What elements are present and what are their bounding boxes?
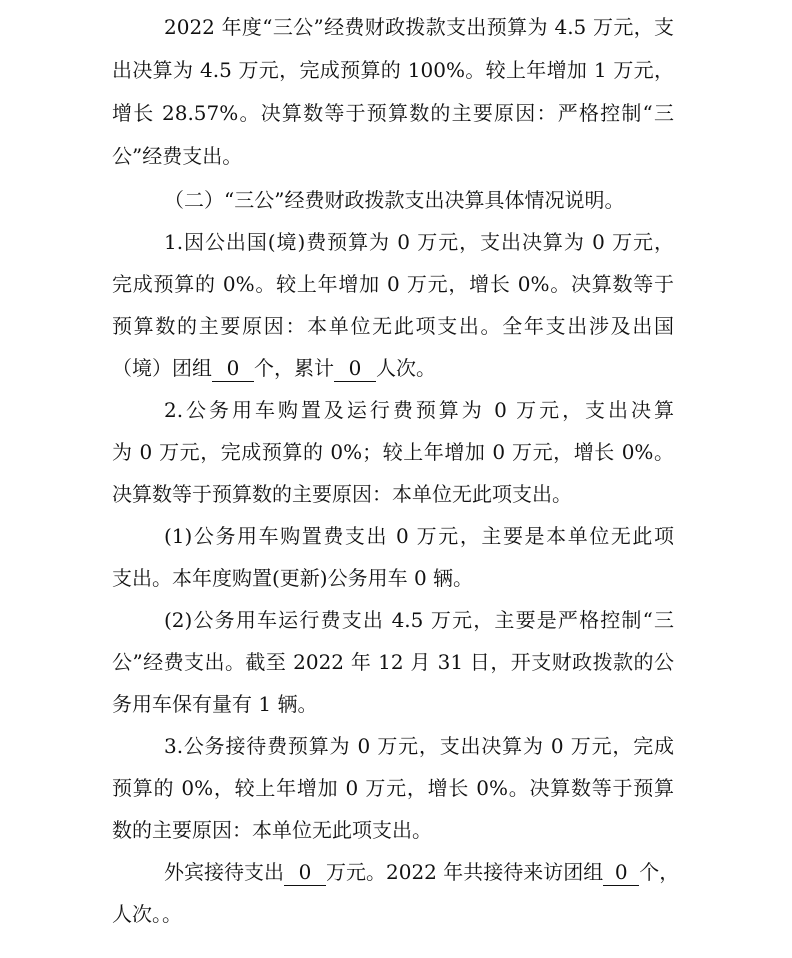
paragraph-line: 完成预算的 0%。较上年增加 0 万元，增长 0%。决算数等于 xyxy=(112,272,674,296)
paragraph-line: 预算的 0%，较上年增加 0 万元，增长 0%。决算数等于预算 xyxy=(112,776,674,800)
line-text: 个， xyxy=(639,860,680,884)
line-text: 人次。 xyxy=(376,356,436,380)
paragraph-line: 务用车保有量有 1 辆。 xyxy=(112,692,318,716)
paragraph-line: 数的主要原因：本单位无此项支出。 xyxy=(112,818,432,842)
paragraph-line: 为 0 万元，完成预算的 0%；较上年增加 0 万元，增长 0%。 xyxy=(112,440,674,464)
line-text: （境）团组 xyxy=(112,356,212,380)
paragraph-line xyxy=(112,348,674,388)
section-heading: （二）“三公”经费财政拨款支出决算具体情况说明。 xyxy=(164,188,625,212)
paragraph-line: 预算数的主要原因：本单位无此项支出。全年支出涉及出国 xyxy=(112,314,674,338)
underlined-blank: 0 xyxy=(334,355,376,382)
paragraph-line: (1)公务用车购置费支出 0 万元，主要是本单位无此项 xyxy=(164,524,674,548)
paragraph-line: 3.公务接待费预算为 0 万元，支出决算为 0 万元，完成 xyxy=(164,734,674,758)
underlined-blank: 0 xyxy=(212,355,254,382)
line-text: 个，累计 xyxy=(254,356,334,380)
line-text: 外宾接待支出 xyxy=(164,860,284,884)
underlined-blank: 0 xyxy=(603,859,639,886)
paragraph-line: 2.公务用车购置及运行费预算为 0 万元，支出决算 xyxy=(164,398,674,422)
paragraph-line: 支出。本年度购置(更新)公务用车 0 辆。 xyxy=(112,566,474,590)
paragraph-line: 决算数等于预算数的主要原因：本单位无此项支出。 xyxy=(112,482,572,506)
paragraph-line: 人次。。 xyxy=(112,902,182,926)
paragraph-line: 增长 28.57%。决算数等于预算数的主要原因：严格控制“三 xyxy=(112,101,674,125)
paragraph-line: 出决算为 4.5 万元，完成预算的 100%。较上年增加 1 万元， xyxy=(112,58,674,82)
paragraph-line: 1.因公出国(境)费预算为 0 万元，支出决算为 0 万元， xyxy=(164,230,674,254)
paragraph-line: 2022 年度“三公”经费财政拨款支出预算为 4.5 万元，支 xyxy=(164,15,674,39)
paragraph-line xyxy=(112,852,680,892)
underlined-blank: 0 xyxy=(284,859,326,886)
paragraph-line: (2)公务用车运行费支出 4.5 万元，主要是严格控制“三 xyxy=(164,608,674,632)
line-text: 万元。2022 年共接待来访团组 xyxy=(326,860,604,884)
paragraph-line: 公”经费支出。 xyxy=(112,144,243,168)
paragraph-line: 公”经费支出。截至 2022 年 12 月 31 日，开支财政拨款的公 xyxy=(112,650,674,674)
